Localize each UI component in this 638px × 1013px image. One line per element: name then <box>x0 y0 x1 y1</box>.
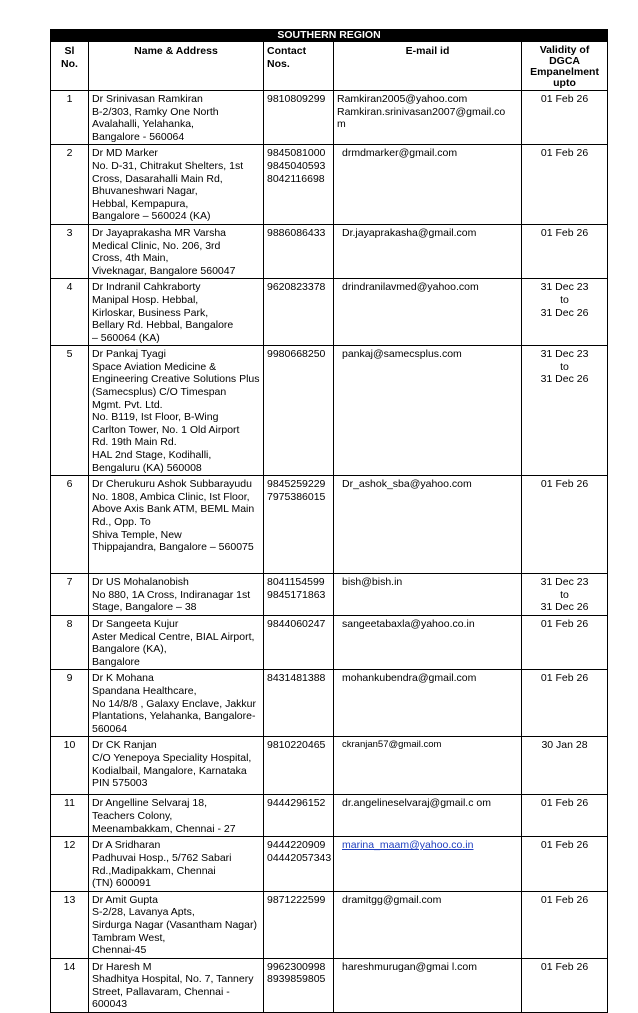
validity-cell-line: 01 Feb 26 <box>540 839 589 852</box>
validity-cell-line: 01 Feb 26 <box>540 960 589 973</box>
table-row <box>51 224 608 278</box>
validity-cell-line: 01 Feb 26 <box>540 618 589 630</box>
contact-cell-line: 9844060247 <box>267 618 326 630</box>
contact-cell <box>264 224 334 278</box>
validity-cell <box>522 837 608 891</box>
name-address-cell <box>89 346 264 476</box>
name-address-cell <box>89 795 264 837</box>
name-address-cell-line: Manipal Hosp. Hebbal, <box>92 293 199 306</box>
validity-cell-line: to <box>560 360 569 373</box>
email-cell <box>334 145 522 225</box>
sl-no-cell <box>51 224 89 278</box>
email-cell-line: hareshmurugan@gmai l.com <box>342 960 477 973</box>
name-address-cell-line: Aster Medical Centre, BIAL Airport, <box>92 630 255 643</box>
email-cell <box>334 837 522 891</box>
validity-cell-line: 01 Feb 26 <box>540 893 589 906</box>
email-cell <box>334 574 522 616</box>
validity-cell-line: 31 Dec 23 <box>540 348 589 361</box>
name-address-cell-line: Hebbal, Kempapura, <box>92 197 189 210</box>
header-validity <box>522 42 608 91</box>
contact-cell <box>264 737 334 795</box>
name-address-cell-line: No. 1808, Ambica Clinic, Ist Floor, <box>92 490 250 503</box>
email-cell <box>334 346 522 476</box>
name-address-cell-line: 560064 <box>92 722 128 735</box>
name-address-cell-line: Dr Sangeeta Kujur <box>92 618 179 630</box>
contact-cell <box>264 891 334 958</box>
name-address-cell-line: Plantations, Yelahanka, Bangalore- <box>92 710 256 723</box>
name-address-cell-line: Space Aviation Medicine & <box>92 360 217 373</box>
name-address-cell-line: No 14/8/8 , Galaxy Enclave, Jakkur <box>92 697 256 710</box>
name-address-cell-line: Dr US Mohalanobish <box>92 576 189 589</box>
table-row <box>51 737 608 795</box>
contact-cell-line: 9810220465 <box>267 739 326 752</box>
contact-cell-line: 9845171863 <box>267 588 326 601</box>
name-address-cell-line: Bangalore (KA), <box>92 643 167 656</box>
email-cell-line: Ramkiran2005@yahoo.com <box>337 93 468 105</box>
name-address-cell <box>89 145 264 225</box>
name-address-cell-line: Bangalore – 560024 (KA) <box>92 210 211 223</box>
validity-cell-line: 31 Dec 26 <box>540 306 589 319</box>
validity-cell <box>522 476 608 574</box>
name-address-cell-line: Kirloskar, Business Park, <box>92 306 209 319</box>
name-address-cell-line: Dr CK Ranjan <box>92 739 157 752</box>
name-address-cell-line: Dr Srinivasan Ramkiran <box>92 93 203 105</box>
name-address-cell-line: Meenambakkam, Chennai - 27 <box>92 822 236 835</box>
email-cell-line: mohankubendra@gmail.com <box>342 672 477 685</box>
contact-cell <box>264 279 334 346</box>
name-address-cell-line: Padhuvai Hosp., 5/762 Sabari <box>92 851 232 864</box>
name-address-cell-line: 600043 <box>92 998 128 1011</box>
table-row <box>51 574 608 616</box>
name-address-cell-line: Dr Indranil Cahkraborty <box>92 281 201 294</box>
table-row <box>51 279 608 346</box>
header-name <box>89 42 264 91</box>
contact-cell <box>264 958 334 1012</box>
sl-no-cell <box>51 91 89 145</box>
email-cell <box>334 958 522 1012</box>
name-address-cell-line: Shadhitya Hospital, No. 7, Tannery <box>92 973 254 986</box>
header-contact <box>264 42 334 91</box>
validity-cell <box>522 891 608 958</box>
email-cell <box>334 737 522 795</box>
name-address-cell-line: Bangalore - 560064 <box>92 130 185 143</box>
sl-no-cell-line: 1 <box>66 93 73 105</box>
sl-no-cell <box>51 958 89 1012</box>
name-address-cell-line: Dr Jayaprakasha MR Varsha <box>92 226 227 239</box>
sl-no-cell-line: 13 <box>63 893 76 906</box>
email-cell <box>334 279 522 346</box>
name-address-cell-line: Dr Haresh M <box>92 960 152 973</box>
email-cell-line: dramitgg@gmail.com <box>342 893 442 906</box>
empanelment-list <box>50 29 607 1013</box>
name-address-cell-line: Bhuvaneshwari Nagar, <box>92 185 198 198</box>
validity-cell <box>522 279 608 346</box>
validity-cell-line: 30 Jan 28 <box>541 739 588 752</box>
validity-cell-line: to <box>560 588 569 601</box>
name-address-cell-line: Viveknagar, Bangalore 560047 <box>92 264 236 277</box>
contact-cell-line: 9980668250 <box>267 348 326 361</box>
sl-no-cell <box>51 574 89 616</box>
name-address-cell-line: Rd., Opp. To <box>92 516 151 528</box>
sl-no-cell <box>51 279 89 346</box>
sl-no-cell-line: 4 <box>66 281 73 294</box>
table-body <box>51 91 608 1013</box>
sl-no-cell <box>51 837 89 891</box>
name-address-cell <box>89 670 264 737</box>
name-address-cell <box>89 958 264 1012</box>
validity-cell <box>522 670 608 737</box>
name-address-cell-line: Rd.,Madipakkam, Chennai <box>92 864 216 877</box>
name-address-cell-line: Dr K Mohana <box>92 672 154 685</box>
validity-cell-line: 01 Feb 26 <box>540 797 589 810</box>
name-address-cell-line: Mgmt. Pvt. Ltd. <box>92 398 163 411</box>
sl-no-cell-line: 3 <box>66 226 73 239</box>
validity-cell-line: 31 Dec 26 <box>540 373 589 386</box>
email-cell <box>334 891 522 958</box>
email-cell-line: Dr_ashok_sba@yahoo.com <box>342 478 472 491</box>
contact-cell <box>264 476 334 574</box>
name-address-cell <box>89 279 264 346</box>
sl-no-cell-line: 7 <box>66 576 73 589</box>
email-cell <box>334 795 522 837</box>
name-address-cell-line: C/O Yenepoya Speciality Hospital, <box>92 751 252 764</box>
name-address-cell-line: PIN 575003 <box>92 777 148 790</box>
validity-cell-line: 31 Dec 26 <box>540 601 589 614</box>
name-address-cell-line: Shiva Temple, New <box>92 528 182 541</box>
name-address-cell-line: Cross, Dasarahalli Main Rd, <box>92 172 223 185</box>
sl-no-cell-line: 12 <box>63 839 76 852</box>
name-address-cell-line: Dr Cherukuru Ashok Subbarayudu <box>92 478 252 491</box>
header-validity-line: Empanelment <box>530 66 599 78</box>
name-address-cell-line: B-2/303, Ramky One North <box>92 105 219 118</box>
validity-cell <box>522 616 608 670</box>
name-address-cell <box>89 91 264 145</box>
contact-cell <box>264 145 334 225</box>
email-cell-line: m <box>337 118 346 131</box>
sl-no-cell <box>51 476 89 574</box>
sl-no-cell <box>51 346 89 476</box>
validity-cell <box>522 91 608 145</box>
sl-no-cell <box>51 145 89 225</box>
contact-cell <box>264 837 334 891</box>
sl-no-cell <box>51 616 89 670</box>
email-cell-line: dr.angelineselvaraj@gmail.c om <box>342 797 491 810</box>
header-contact-line: Contact <box>267 45 307 57</box>
validity-cell <box>522 795 608 837</box>
contact-cell-line: 8041154599 <box>267 576 325 589</box>
table-row <box>51 891 608 958</box>
table-row <box>51 795 608 837</box>
doctors-table <box>50 29 608 1013</box>
table-row <box>51 837 608 891</box>
name-address-cell-line: Tambram West, <box>92 931 166 944</box>
contact-cell <box>264 346 334 476</box>
sl-no-cell-line: 5 <box>66 348 73 361</box>
name-address-cell-line: Dr A Sridharan <box>92 839 161 852</box>
name-address-cell-line: Thippajandra, Bangalore – 560075 <box>92 541 254 554</box>
validity-cell <box>522 574 608 616</box>
email-cell <box>334 224 522 278</box>
validity-cell-line: 31 Dec 23 <box>540 281 589 294</box>
validity-cell-line: 01 Feb 26 <box>540 226 589 239</box>
contact-cell-line: 9810809299 <box>267 93 326 105</box>
email-cell <box>334 616 522 670</box>
contact-cell-line: 8042116698 <box>267 172 325 185</box>
name-address-cell-line: Carlton Tower, No. 1 Old Airport <box>92 423 240 436</box>
sl-no-cell <box>51 891 89 958</box>
sl-no-cell <box>51 737 89 795</box>
name-address-cell-line: Dr Pankaj Tyagi <box>92 348 166 361</box>
table-row <box>51 476 608 574</box>
name-address-cell <box>89 891 264 958</box>
contact-cell-line: 9886086433 <box>267 226 326 239</box>
name-address-cell-line: S-2/28, Lavanya Apts, <box>92 906 195 919</box>
table-row <box>51 145 608 225</box>
validity-cell-line: 01 Feb 26 <box>540 672 589 685</box>
header-email <box>334 42 522 91</box>
name-address-cell-line: Avalahalli, Yelahanka, <box>92 118 194 131</box>
sl-no-cell-line: 9 <box>66 672 73 685</box>
header-sl-line: Sl <box>64 45 75 57</box>
name-address-cell <box>89 837 264 891</box>
contact-cell-line: 9845259229 <box>267 478 326 491</box>
email-cell <box>334 670 522 737</box>
sl-no-cell-line: 14 <box>63 960 76 973</box>
name-address-cell <box>89 616 264 670</box>
sl-no-cell-line: 8 <box>66 618 73 630</box>
contact-cell-line: 8939859805 <box>267 973 326 986</box>
name-address-cell-line: Dr MD Marker <box>92 147 158 160</box>
name-address-cell-line: Chennai-45 <box>92 944 147 957</box>
name-address-cell-line: (TN) 600091 <box>92 877 151 890</box>
name-address-cell-line: Sirdurga Nagar (Vasantham Nagar) <box>92 918 257 931</box>
email-cell-line: Dr.jayaprakasha@gmail.com <box>342 226 477 239</box>
header-validity-line: upto <box>553 77 576 89</box>
header-contact-line: Nos. <box>267 57 290 70</box>
contact-cell-line: 04442057343 <box>267 851 332 864</box>
contact-cell-line: 9962300998 <box>267 960 326 973</box>
header-sl <box>51 42 89 91</box>
validity-cell-line: 01 Feb 26 <box>540 478 589 491</box>
validity-cell-line: 31 Dec 23 <box>540 576 589 589</box>
contact-cell-line: 9444296152 <box>267 797 326 810</box>
email-cell-line: Ramkiran.srinivasan2007@gmail.co <box>337 105 506 118</box>
validity-cell-line: 01 Feb 26 <box>540 93 589 105</box>
header-validity-line: Validity of <box>539 44 590 56</box>
name-address-cell-line: No. D-31, Chitrakut Shelters, 1st <box>92 159 244 172</box>
contact-cell-line: 9620823378 <box>267 281 326 294</box>
email-cell <box>334 91 522 145</box>
header-validity-line: DGCA <box>549 55 580 67</box>
header-name-line: Name & Address <box>134 45 218 57</box>
name-address-cell-line: Kodialbail, Mangalore, Karnataka <box>92 764 247 777</box>
sl-no-cell-line: 2 <box>66 147 73 160</box>
contact-cell-line: 9444220909 <box>267 839 326 852</box>
name-address-cell-line: Bangalore <box>92 655 140 668</box>
contact-cell-line: 9871222599 <box>267 893 326 906</box>
name-address-cell-line: Stage, Bangalore – 38 <box>92 601 197 614</box>
sl-no-cell <box>51 795 89 837</box>
validity-cell-line: to <box>560 293 569 306</box>
name-address-cell-line: (Samecsplus) C/O Timespan <box>92 386 227 399</box>
table-row <box>51 91 608 145</box>
name-address-cell-line: Bengaluru (KA) 560008 <box>92 461 202 474</box>
name-address-cell-line: HAL 2nd Stage, Kodihalli, <box>92 449 212 462</box>
validity-cell <box>522 145 608 225</box>
name-address-cell-line: Teachers Colony, <box>92 809 173 822</box>
email-cell-line: ckranjan57@gmail.com <box>342 739 442 751</box>
header-sl-line: No. <box>61 57 78 70</box>
contact-cell-line: 8431481388 <box>267 672 326 685</box>
name-address-cell-line: Rd. 19th Main Rd. <box>92 436 177 449</box>
email-cell-line: drmdmarker@gmail.com <box>342 147 458 160</box>
contact-cell <box>264 616 334 670</box>
contact-cell <box>264 670 334 737</box>
name-address-cell-line: Medical Clinic, No. 206, 3rd <box>92 239 221 252</box>
sl-no-cell-line: 6 <box>66 478 73 491</box>
validity-cell-line: 01 Feb 26 <box>540 147 589 160</box>
sl-no-cell-line: 11 <box>64 797 75 810</box>
sl-no-cell-line: 10 <box>63 739 76 752</box>
name-address-cell-line: Engineering Creative Solutions Plus <box>92 373 260 386</box>
contact-cell-line: 7975386015 <box>267 490 326 503</box>
email-cell-line: drindranilavmed@yahoo.com <box>342 281 479 294</box>
email-cell-line: marina_maam@yahoo.co.in <box>342 839 474 852</box>
table-row <box>51 346 608 476</box>
table-row <box>51 958 608 1012</box>
contact-cell-line: 9845081000 <box>267 147 326 160</box>
name-address-cell-line: – 560064 (KA) <box>92 331 160 344</box>
sl-no-cell <box>51 670 89 737</box>
name-address-cell-line: No 880, 1A Cross, Indiranagar 1st <box>92 588 251 601</box>
header-email-line: E-mail id <box>405 45 450 57</box>
validity-cell <box>522 224 608 278</box>
validity-cell <box>522 958 608 1012</box>
table-header <box>51 42 608 91</box>
contact-cell <box>264 795 334 837</box>
name-address-cell-line: Street, Pallavaram, Chennai - <box>92 985 230 998</box>
name-address-cell-line: Spandana Healthcare, <box>92 684 197 697</box>
name-address-cell-line: Dr Amit Gupta <box>92 893 158 906</box>
table-row <box>51 616 608 670</box>
table-row <box>51 670 608 737</box>
name-address-cell <box>89 224 264 278</box>
name-address-cell-line: Bellary Rd. Hebbal, Bangalore <box>92 319 234 332</box>
name-address-cell <box>89 476 264 574</box>
validity-cell <box>522 346 608 476</box>
email-cell-line: pankaj@samecsplus.com <box>342 348 462 361</box>
name-address-cell-line: No. B119, Ist Floor, B-Wing <box>92 411 219 424</box>
name-address-cell-line: Above Axis Bank ATM, BEML Main <box>92 503 255 516</box>
name-address-cell <box>89 737 264 795</box>
contact-cell-line: 9845040593 <box>267 159 326 172</box>
region-title: SOUTHERN REGION <box>51 30 608 42</box>
email-cell-line: sangeetabaxla@yahoo.co.in <box>342 618 475 630</box>
name-address-cell-line: Cross, 4th Main, <box>92 252 169 265</box>
contact-cell <box>264 574 334 616</box>
name-address-cell <box>89 574 264 616</box>
validity-cell <box>522 737 608 795</box>
email-cell <box>334 476 522 574</box>
email-cell-line: bish@bish.in <box>342 576 403 589</box>
contact-cell <box>264 91 334 145</box>
name-address-cell-line: Dr Angelline Selvaraj 18, <box>92 797 207 810</box>
